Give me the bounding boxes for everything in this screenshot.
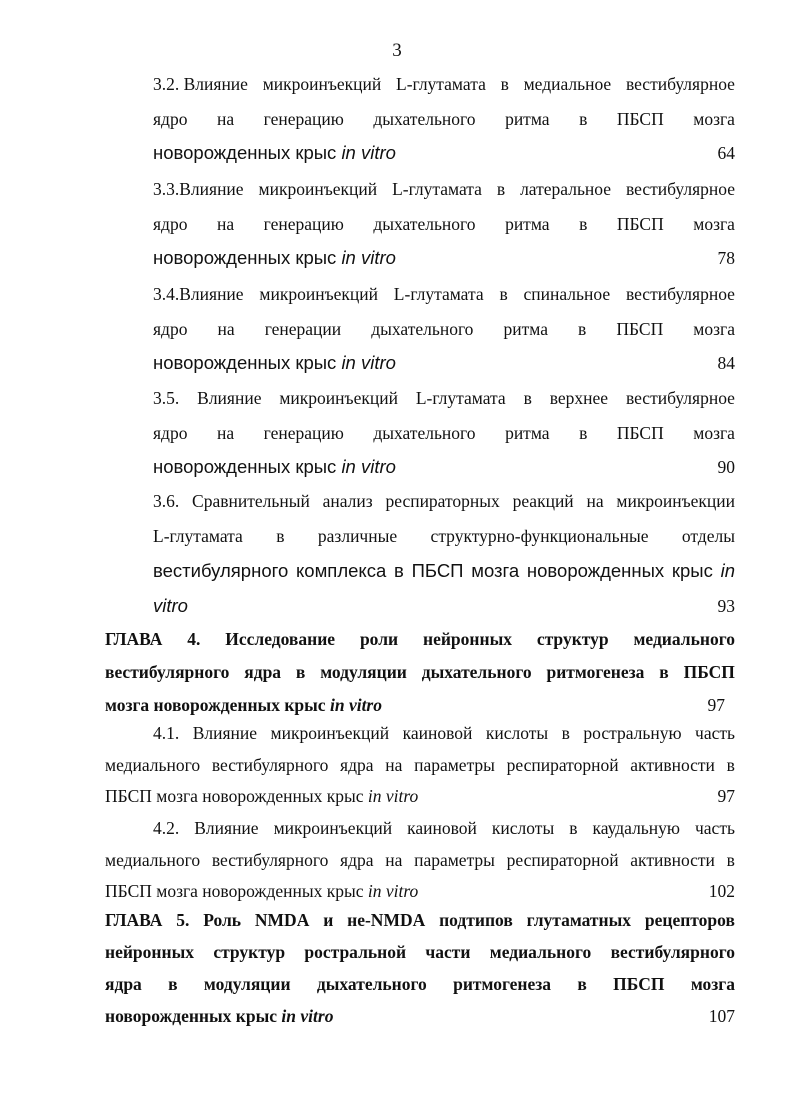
word: ПБСП (411, 560, 464, 581)
word: роли (359, 629, 399, 649)
entry-line-3 (153, 346, 735, 380)
word: в (579, 214, 588, 234)
page-ref: 78 (717, 248, 735, 268)
word: вестибулярного (211, 850, 329, 870)
word: NMDA (254, 910, 310, 930)
word: на (216, 423, 235, 443)
word: нейронных (422, 629, 512, 649)
word: ритмогенеза (453, 974, 552, 994)
entry-line-2 (153, 207, 735, 241)
word: в (523, 388, 532, 408)
word: в (561, 723, 570, 743)
word: L-глутамата (392, 179, 482, 199)
word: новорожденных (526, 560, 665, 581)
word: вестибулярное (625, 179, 735, 199)
page-ref: 93 (717, 596, 735, 616)
word: медиального (489, 942, 592, 962)
entry-line-2 (153, 102, 735, 136)
in-vitro-text: in vitro (281, 1006, 334, 1026)
word: не-NMDA (347, 910, 426, 930)
word: ядра (340, 755, 374, 775)
word: генерацию (263, 423, 344, 443)
word: отделы (681, 526, 735, 546)
word: в (569, 818, 578, 838)
word: ядро (153, 423, 188, 443)
chapter-line-2 (105, 935, 735, 969)
toc-entry-4-1 (105, 716, 735, 820)
entry-line-2 (153, 519, 735, 553)
entry-text: новорожденных крыс (153, 456, 337, 477)
word: генерацию (263, 109, 344, 129)
chapter-line-2 (105, 655, 735, 689)
word: вестибулярного (211, 755, 329, 775)
word: в (295, 662, 306, 682)
word: респираторной (506, 850, 619, 870)
word: часть (695, 723, 735, 743)
word: в (579, 109, 588, 129)
word: Роль (203, 910, 242, 930)
word: каиновой (402, 723, 473, 743)
word: ядра (244, 662, 282, 682)
word: реакций (512, 491, 574, 511)
entry-line-2 (153, 416, 735, 450)
word: ритма (505, 109, 550, 129)
page-ref: 97 (717, 786, 735, 806)
word: ритма (505, 214, 550, 234)
word: ростральную (583, 723, 682, 743)
entry-line-1 (105, 811, 735, 845)
chapter-line-1 (105, 903, 735, 937)
entry-line-1 (153, 172, 735, 206)
word: in (720, 560, 735, 581)
word: дыхательного (373, 423, 476, 443)
word: ядра (105, 974, 142, 994)
entry-line-2 (105, 748, 735, 782)
word: мозга (693, 423, 735, 443)
word: анализ (322, 491, 373, 511)
entry-line-3 (153, 554, 735, 588)
word: мозга (690, 974, 735, 994)
word: на (217, 319, 235, 339)
word: Сравнительный (192, 491, 310, 511)
word: мозга (693, 319, 735, 339)
toc-entry-3-4 (153, 277, 735, 381)
entry-text: новорожденных крыс (153, 247, 337, 268)
word: мозга (693, 109, 735, 129)
word: генерацию (263, 214, 344, 234)
word: ритма (503, 319, 548, 339)
toc-chapter-4 (105, 622, 735, 726)
word: ПБСП (616, 109, 664, 129)
entry-line-1 (105, 716, 735, 750)
in-vitro-text: in vitro (367, 881, 419, 901)
word: ритма (505, 423, 550, 443)
word: 5. (176, 910, 190, 930)
entry-line-3 (153, 241, 735, 275)
word: структурно-функциональные (430, 526, 649, 546)
word: в (496, 179, 506, 199)
entry-line-3 (153, 450, 735, 484)
word: Влияние (194, 818, 259, 838)
word: L-глутамата (415, 388, 506, 408)
entry-text: ПБСП мозга новорожденных крыс (105, 881, 364, 901)
word: на (385, 850, 403, 870)
word: структур (536, 629, 609, 649)
word: микроинъекций (273, 818, 393, 838)
word: в (168, 974, 178, 994)
toc-chapter-5 (105, 903, 735, 1043)
word: кислоты (485, 723, 549, 743)
word: в (500, 74, 509, 94)
word: медиального (105, 850, 201, 870)
word: микроинъекций (270, 723, 390, 743)
word: генерации (264, 319, 342, 339)
chapter-line-4 (105, 999, 735, 1033)
word: мозга (693, 214, 735, 234)
entry-line-1 (153, 67, 735, 101)
word: ГЛАВА (105, 910, 163, 930)
word: Влияние (197, 388, 262, 408)
word: ПБСП (613, 974, 665, 994)
word: мозга (471, 560, 520, 581)
word: глутаматных (526, 910, 632, 930)
word: ПБСП (616, 423, 664, 443)
toc-entry-3-3 (153, 172, 735, 276)
word: 4.2. (153, 818, 180, 838)
page-ref: 97 (707, 695, 725, 715)
in-vitro-text: in vitro (341, 142, 396, 163)
word: на (385, 755, 403, 775)
word: в (276, 526, 285, 546)
word: 3.4.Влияние (153, 284, 244, 304)
word: микроинъекций (279, 388, 398, 408)
word: ядра (340, 850, 374, 870)
entry-line-1 (153, 381, 735, 415)
word: рецепторов (644, 910, 735, 930)
word: вестибулярного (153, 560, 289, 581)
word: крыс (671, 560, 713, 581)
entry-line-4 (153, 589, 735, 623)
word: дыхательного (373, 109, 476, 129)
toc-entry-3-5 (153, 381, 735, 485)
page-ref: 64 (717, 143, 735, 163)
word: ритмогенеза (546, 662, 645, 682)
word: L-глутамата (396, 74, 486, 94)
toc-entry-3-6 (153, 484, 735, 624)
word: ядро (153, 109, 188, 129)
in-vitro-text: in vitro (329, 695, 382, 715)
word: дыхательного (316, 974, 427, 994)
word: L-глутамата (393, 284, 484, 304)
chapter-text: мозга новорожденных крыс (105, 695, 326, 715)
word: кислоты (491, 818, 555, 838)
word: 3.2. Влияние (153, 74, 248, 94)
toc-entry-4-2 (105, 811, 735, 915)
word: в (499, 284, 508, 304)
word: микроинъекций (259, 284, 378, 304)
word: модуляции (320, 662, 407, 682)
word: медиального (105, 755, 201, 775)
word: латеральное (520, 179, 612, 199)
page-number: 3 (392, 40, 402, 61)
word: в (726, 755, 735, 775)
chapter-line-3 (105, 967, 735, 1001)
word: ПБСП (683, 662, 735, 682)
word: каиновой (407, 818, 477, 838)
entry-line-1 (153, 277, 735, 311)
word: L-глутамата (153, 526, 243, 546)
word: 3.5. (153, 388, 180, 408)
word: микроинъекций (258, 179, 378, 199)
word: вестибулярного (610, 942, 735, 962)
word: в (659, 662, 669, 682)
word: дыхательного (373, 214, 476, 234)
word: 3.6. (153, 491, 180, 511)
toc-entry-3-2 (153, 67, 735, 171)
word: микроинъекции (616, 491, 735, 511)
word: части (425, 942, 471, 962)
word: Исследование (225, 629, 336, 649)
word: вестибулярное (625, 388, 735, 408)
page-ref: 90 (717, 457, 735, 477)
chapter-text: новорожденных крыс (105, 1006, 278, 1026)
word: активности (630, 850, 715, 870)
word: на (216, 109, 235, 129)
word: ядро (153, 319, 188, 339)
word: нейронных (105, 942, 194, 962)
word: модуляции (203, 974, 291, 994)
entry-line-3 (153, 136, 735, 170)
entry-line-2 (105, 843, 735, 877)
word: спинальное (523, 284, 611, 304)
word: 3.3.Влияние (153, 179, 244, 199)
entry-text-vitro: vitro (153, 595, 188, 616)
word: на (216, 214, 235, 234)
word: структур (213, 942, 286, 962)
entry-text: новорожденных крыс (153, 142, 337, 163)
word: ростральной (304, 942, 407, 962)
word: респираторной (506, 755, 619, 775)
page-ref: 84 (717, 353, 735, 373)
word: активности (630, 755, 715, 775)
word: дыхательного (371, 319, 474, 339)
word: Влияние (192, 723, 258, 743)
word: медиального (633, 629, 735, 649)
page-ref: 102 (708, 881, 735, 901)
word: 4.1. (153, 723, 180, 743)
word: комплекса (296, 560, 387, 581)
word: верхнее (549, 388, 609, 408)
word: различные (317, 526, 398, 546)
word: параметры (414, 850, 495, 870)
word: в (579, 423, 588, 443)
word: вестибулярного (105, 662, 230, 682)
word: вестибулярное (625, 284, 735, 304)
word: на (586, 491, 604, 511)
in-vitro-text: in vitro (367, 786, 419, 806)
word: в (394, 560, 404, 581)
word: ПБСП (616, 214, 664, 234)
in-vitro-text: in vitro (341, 456, 396, 477)
word: часть (694, 818, 735, 838)
word: каудальную (592, 818, 680, 838)
entry-line-2 (153, 312, 735, 346)
in-vitro-text: in vitro (341, 247, 396, 268)
page-ref: 107 (708, 1006, 735, 1026)
entry-line-3 (105, 779, 735, 813)
word: респираторных (385, 491, 500, 511)
word: в (578, 319, 587, 339)
word: 4. (187, 629, 201, 649)
word: дыхательного (421, 662, 532, 682)
word: вестибулярное (625, 74, 735, 94)
word: ПБСП (616, 319, 664, 339)
word: подтипов (439, 910, 513, 930)
in-vitro-text: in vitro (341, 352, 396, 373)
word: в (577, 974, 587, 994)
entry-text: новорожденных крыс (153, 352, 337, 373)
word: ГЛАВА (105, 629, 163, 649)
word: параметры (414, 755, 495, 775)
word: и (323, 910, 334, 930)
entry-text: ПБСП мозга новорожденных крыс (105, 786, 364, 806)
word: в (726, 850, 735, 870)
chapter-line-1 (105, 622, 735, 656)
word: микроинъекций (262, 74, 382, 94)
entry-line-1 (153, 484, 735, 518)
word: медиальное (523, 74, 612, 94)
word: ядро (153, 214, 188, 234)
